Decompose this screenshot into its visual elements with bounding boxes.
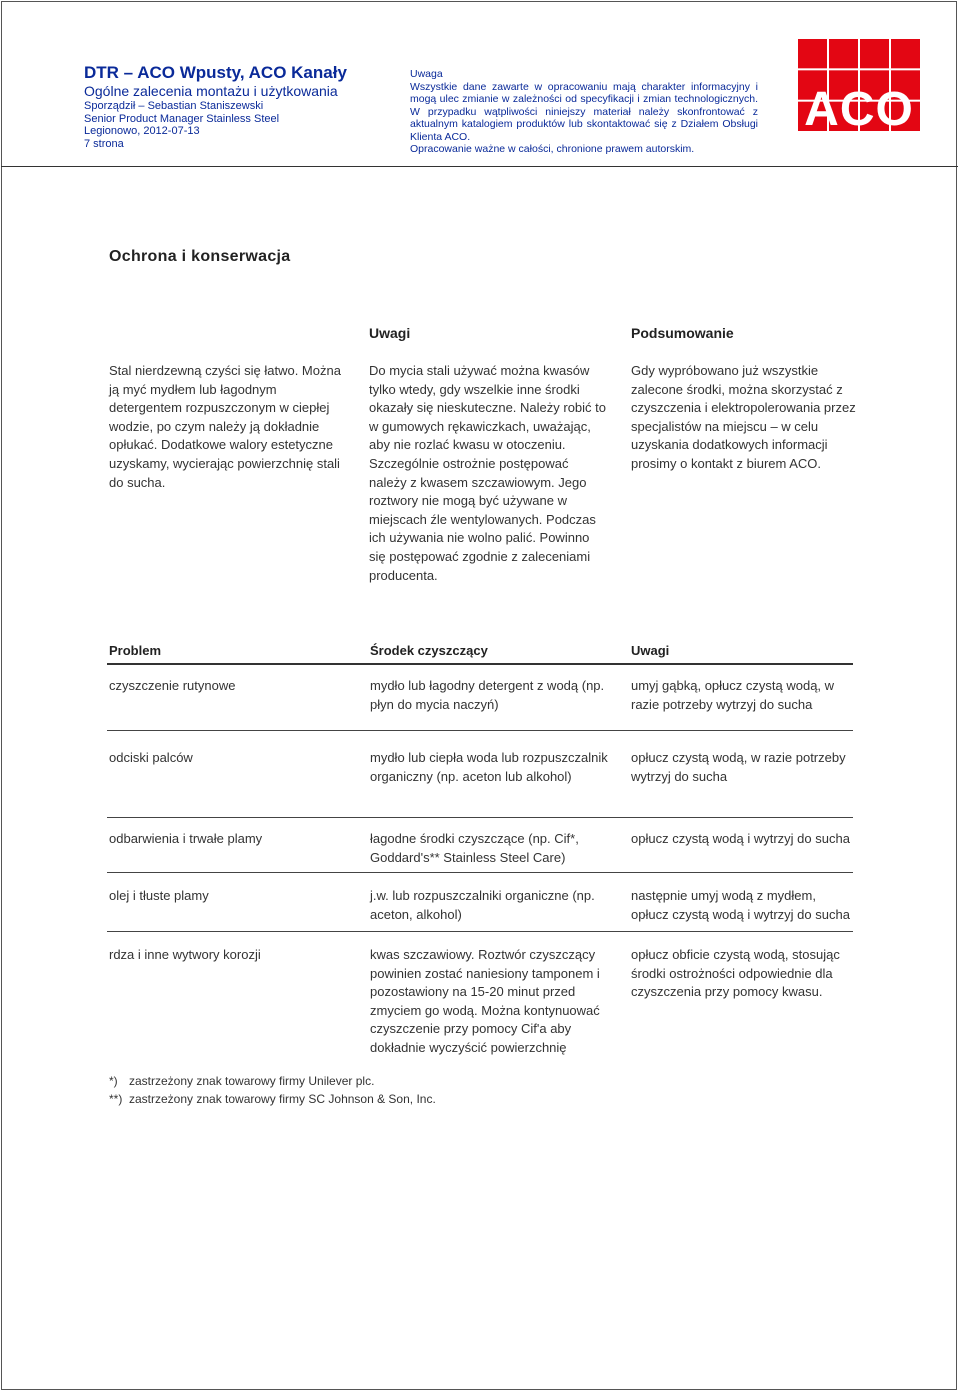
copyright-note: Opracowanie ważne w całości, chronione prawem autorskim. [410,143,695,155]
table-row [107,818,853,873]
notes-paragraph [369,362,609,585]
table-row [107,677,853,731]
header-divider [1,166,958,167]
header-problem: Problem [109,643,162,658]
author: Sporządził – Sebastian Staniszewski [84,100,264,112]
aco-logo [798,39,920,131]
summary-paragraph [631,362,869,474]
intro-text: Stal nierdzewną czyści się łatwo. Można ją myć mydłem lub łagodnym detergentem rozpuszczonym w ciepłej wodzie, po czym należy ją dokładnie opłukać. Dodatkowe walory estetyczne uzyskamy, wycierając powierzchnię stali do sucha. [109,363,341,490]
agent-cell: mydło lub łagodny detergent z wodą (np. płyn do mycia naczyń) [370,678,605,712]
summary-heading: Podsumowanie [631,325,734,341]
document-subtitle: Ogólne zalecenia montażu i użytkowania [84,83,338,99]
footnote-text: zastrzeżony znak towarowy firmy Unilever plc. [129,1074,375,1088]
agent-cell: mydło lub ciepła woda lub rozpuszczalnik organiczny (np. aceton lub alkohol) [370,750,608,784]
header-cleaning-agent: Środek czyszczący [370,643,488,658]
problem-cell: olej i tłuste plamy [109,888,209,903]
notice-block [410,68,758,156]
notes-cell: następnie umyj wodą z mydłem, opłucz czystą wodą i wytrzyj do sucha [631,888,850,922]
document-header [84,63,394,150]
notes-cell: opłucz obficie czystą wodą, stosując środki ostrożności odpowiednie dla czyszczenia przy pomocy kwasu. [631,947,840,1000]
table-row [107,932,853,1062]
agent-cell: j.w. lub rozpuszczalniki organiczne (np. aceton, alkohol) [370,888,595,922]
section-title: Ochrona i konserwacja [109,248,291,265]
cleaning-table [107,641,853,1062]
notes-text: Do mycia stali używać można kwasów tylko wtedy, gdy wszelkie inne środki okazały się nieskuteczne. Należy robić to w gumowych rękawiczkach, uważając, aby nie rozlać kwasu w otoczeniu. Szczególnie ostrożnie postępować należy z kwasem szczawiowym. Jego roztwory nie mogą być używane w miejscach źle wentylowanych. Podczas ich używania nie wolno palić. Powinno się postępować zgodnie z zaleceniami producenta. [369,363,607,583]
problem-cell: odbarwienia i trwałe plamy [109,831,263,846]
problem-cell: czyszczenie rutynowe [109,678,236,693]
footnote-mark: **) [109,1092,123,1106]
header-notes: Uwagi [631,643,670,658]
table-header-row [107,641,853,665]
agent-cell: łagodne środki czyszczące (np. Cif*, Goddard's** Stainless Steel Care) [370,831,579,865]
footnote-mark: *) [109,1074,118,1088]
notice-text: Wszystkie dane zawarte w opracowaniu mają charakter informacyjny i mogą ulec zmianie w zależności od specyfikacji i zmian technologicznych. W przypadku wątpliwości niniejszy materiał należy skonfrontować z aktualnym katalogiem produktów lub skontaktować się z Działem Obsługi Klienta ACO. [410,80,758,143]
document-title: DTR – ACO Wpusty, ACO Kanały [84,63,347,82]
agent-cell: kwas szczawiowy. Roztwór czyszczący powinien zostać naniesiony tamponem i pozostawiony na 15-20 minut przed zmyciem go wodą. Można kontynuować czyszczenie przy pomocy Cif'a aby dokładnie wyczyścić powierzchnię [370,947,600,1055]
svg-text:ACO: ACO [804,83,914,131]
footnote [109,1090,436,1108]
notes-cell: umyj gąbką, opłucz czystą wodą, w razie potrzeby wytrzyj do sucha [631,678,835,712]
page-number: 7 strona [84,137,124,150]
table-row [107,731,853,818]
notes-heading: Uwagi [369,325,411,341]
intro-paragraph [109,362,349,492]
problem-cell: rdza i inne wytwory korozji [109,947,261,962]
footnote-text: zastrzeżony znak towarowy firmy SC Johnson & Son, Inc. [129,1092,436,1106]
table-row [107,873,853,932]
footnotes [109,1072,436,1108]
notes-cell: opłucz czystą wodą, w razie potrzeby wytrzyj do sucha [631,750,846,784]
footnote [109,1072,436,1090]
place-date: Legionowo, 2012-07-13 [84,125,200,137]
summary-text: Gdy wypróbowano już wszystkie zalecone środki, można skorzystać z czyszczenia i elektropolerowania przez specjalistów na miejscu – w celu uzyskania dodatkowych informacji prosimy o kontakt z biurem ACO. [631,363,856,471]
notice-title: Uwaga [410,68,443,80]
author-role: Senior Product Manager Stainless Steel [84,112,280,125]
notes-cell: opłucz czystą wodą i wytrzyj do sucha [631,831,850,846]
problem-cell: odciski palców [109,750,193,765]
